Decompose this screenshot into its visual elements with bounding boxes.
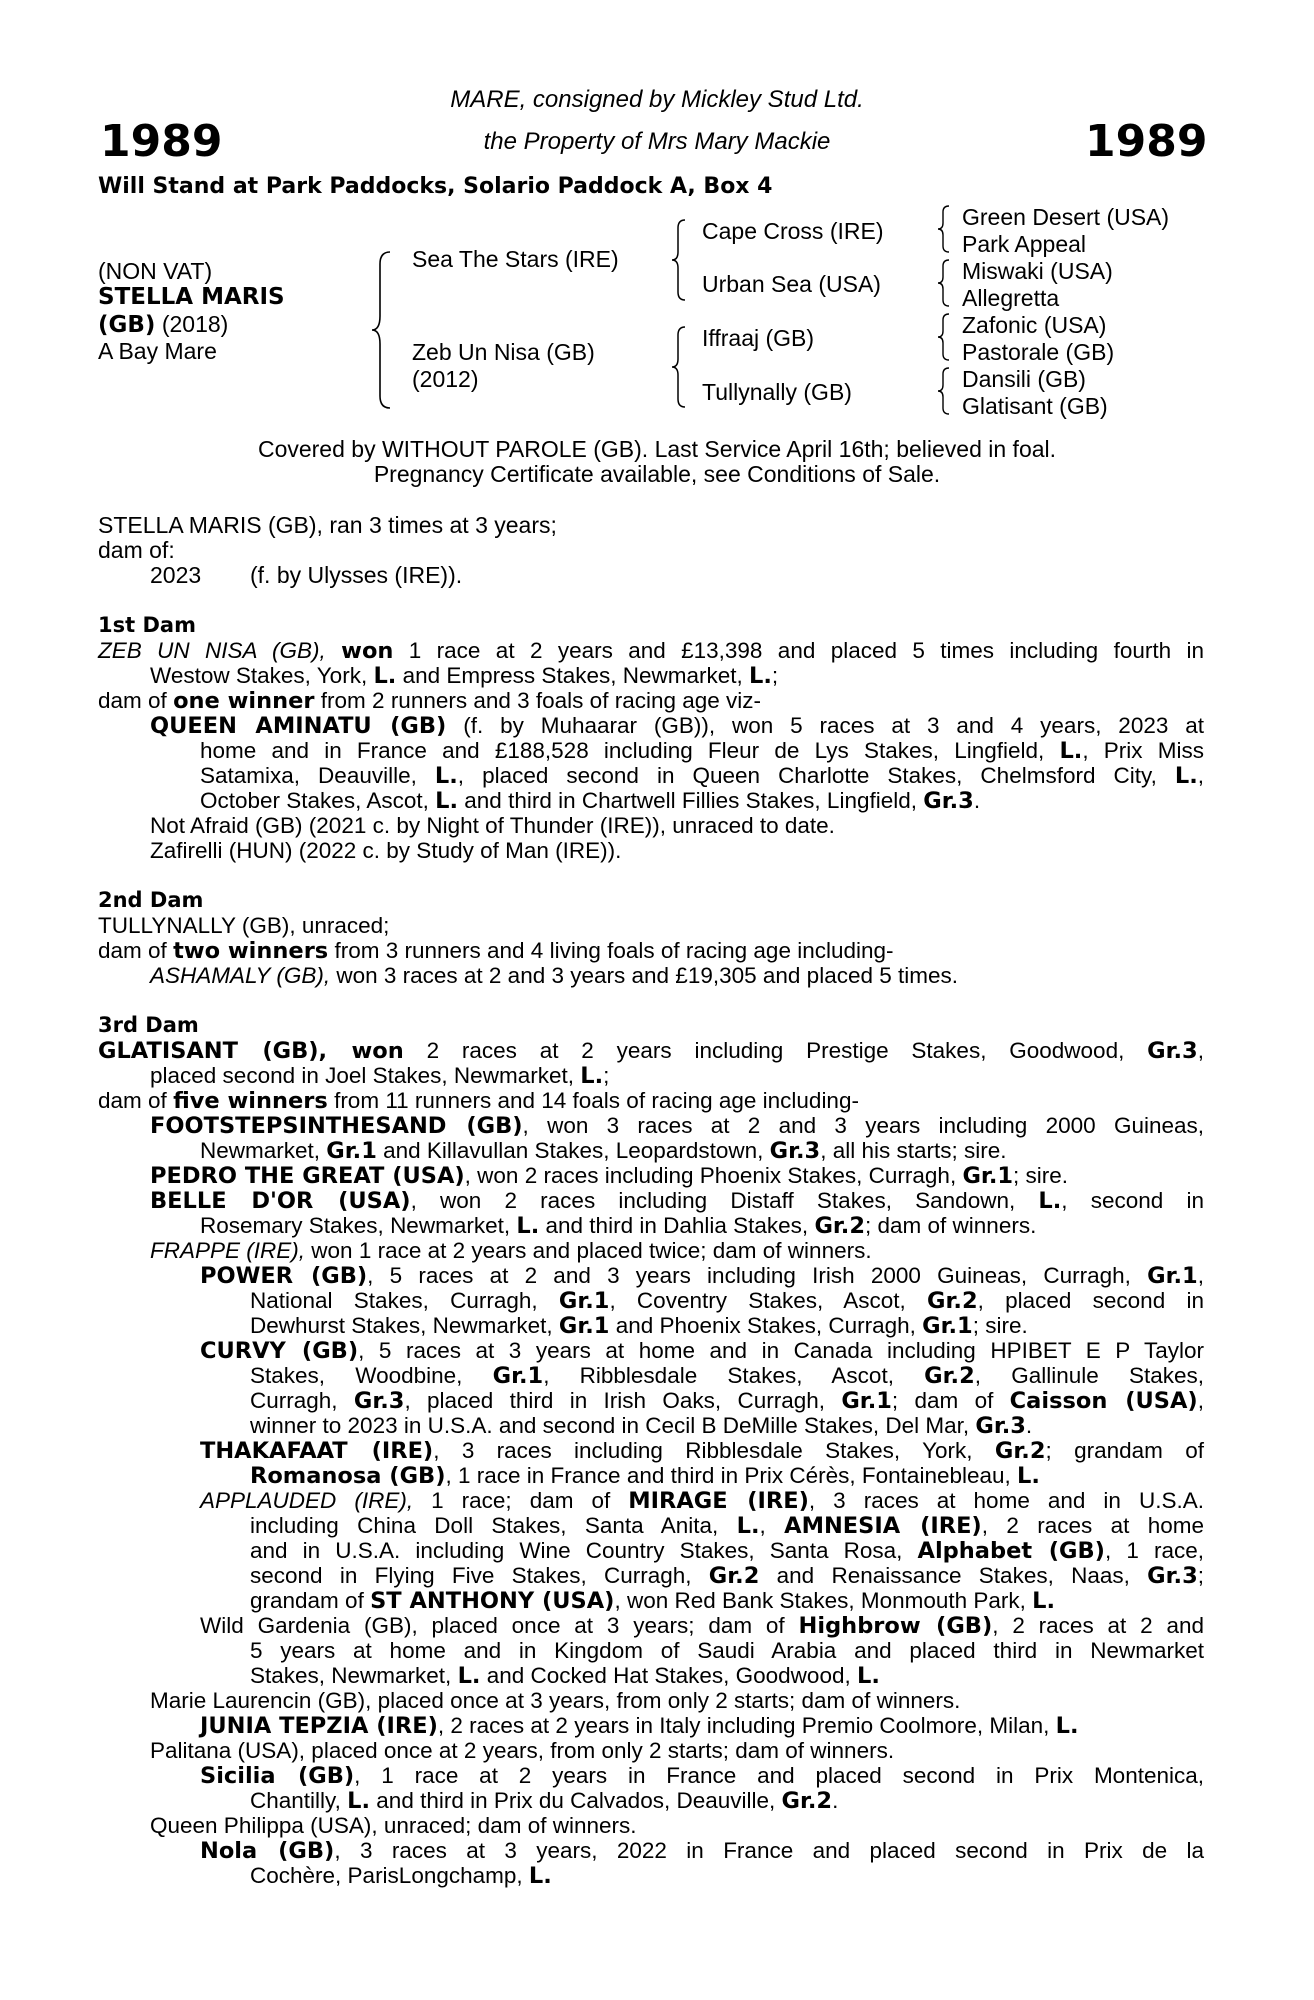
- pedigree-brace: [370, 250, 394, 410]
- text-line: [250, 1863, 552, 1889]
- covered-line-1: Covered by WITHOUT PAROLE (GB). Last Service April 16th; believed in foal.: [257, 436, 1057, 462]
- grade: Gr.3: [1147, 1563, 1198, 1589]
- text: Newmarket,: [200, 1138, 321, 1163]
- brace-2: [936, 258, 952, 308]
- dam-brace: [670, 325, 688, 409]
- text: including China Doll Stakes, Santa Anita,: [250, 1513, 719, 1538]
- grade: Gr.2: [924, 1363, 975, 1389]
- horse-name: FOOTSTEPSINTHESAND (GB): [150, 1113, 523, 1139]
- text-line: Palitana (USA), placed once at 2 years, from only 2 starts; dam of winners.: [150, 1738, 895, 1763]
- text-line: [250, 1588, 1055, 1614]
- grade: Gr.3: [769, 1138, 821, 1164]
- text: won 1 race at 2 years and placed twice; dam of winners.: [311, 1238, 872, 1263]
- grade: Gr.1: [326, 1138, 377, 1164]
- ggp-8: Glatisant (GB): [962, 393, 1108, 419]
- text-line: [150, 963, 958, 988]
- horse-ref: FRAPPE (IRE),: [150, 1238, 306, 1263]
- grade: L.: [457, 1663, 481, 1689]
- text-line: [150, 1238, 872, 1263]
- sire-sire: Cape Cross (IRE): [702, 218, 884, 244]
- sire-brace: [670, 218, 688, 302]
- text: Stakes, Woodbine,: [250, 1363, 463, 1388]
- text: and third in Dahlia Stakes,: [545, 1213, 809, 1238]
- text: dam of: [98, 1088, 167, 1113]
- grade: Gr.2: [781, 1788, 833, 1814]
- horse-name: JUNIA TEPZIA (IRE): [200, 1713, 438, 1739]
- text-line: [250, 1788, 838, 1814]
- horse-name: Alphabet (GB): [917, 1538, 1105, 1564]
- grade: L.: [1038, 1188, 1062, 1214]
- text: ,: [759, 1513, 766, 1538]
- text-line: [98, 1038, 1204, 1064]
- text: and Cocked Hat Stakes, Goodwood,: [486, 1663, 851, 1688]
- text-line: [98, 688, 761, 714]
- grade: Gr.2: [814, 1213, 865, 1239]
- text-line: [200, 1138, 1007, 1164]
- text-line: [250, 1463, 1040, 1489]
- grade: L.: [347, 1788, 371, 1814]
- grade: L.: [435, 788, 459, 814]
- lot-number-left: 1989: [100, 116, 223, 167]
- ggp-3: Miswaki (USA): [962, 258, 1113, 284]
- grade: Gr.1: [962, 1163, 1014, 1189]
- text: , placed second in Queen Charlotte Stakes, Chelmsford City,: [457, 763, 1157, 788]
- horse-name: PEDRO THE GREAT (USA): [150, 1163, 465, 1189]
- text: National Stakes, Curragh,: [250, 1288, 538, 1313]
- ggp-4: Allegretta: [962, 285, 1060, 311]
- text: ; dam of: [891, 1388, 994, 1413]
- text: , placed third in Irish Oaks, Curragh,: [404, 1388, 826, 1413]
- text: ; sire.: [972, 1313, 1028, 1338]
- text: , Ribblesdale Stakes, Ascot,: [543, 1363, 894, 1388]
- grade: L.: [1174, 763, 1198, 789]
- text: .: [1025, 1413, 1033, 1438]
- section-1st-dam: 1st Dam: [98, 613, 196, 637]
- horse-name: THAKAFAAT (IRE): [200, 1438, 434, 1464]
- text-line: [250, 1563, 1204, 1589]
- text: , 3 races at home and in U.S.A.: [808, 1488, 1204, 1513]
- text-line: [200, 1613, 1204, 1639]
- text: Satamixa, Deauville,: [200, 763, 417, 788]
- consignor-line-1: MARE, consigned by Mickley Stud Ltd.: [450, 86, 864, 113]
- text: October Stakes, Ascot,: [200, 788, 429, 813]
- text-line: Zafirelli (HUN) (2022 c. by Study of Man (IRE)).: [150, 838, 622, 863]
- text: 1 race at 2 years and £13,398 and placed 5 times including fourth in: [408, 638, 1204, 663]
- text: second in Flying Five Stakes, Curragh,: [250, 1563, 692, 1588]
- horse-name: POWER (GB): [200, 1263, 368, 1289]
- text: placed second in Joel Stakes, Newmarket,: [150, 1063, 574, 1088]
- text: and Killavullan Stakes, Leopardstown,: [383, 1138, 764, 1163]
- text-line: [250, 1538, 1204, 1564]
- text-line: [150, 1113, 1204, 1139]
- dam: Zeb Un Nisa (GB): [412, 339, 595, 365]
- text-line: [250, 1363, 1204, 1389]
- covered-line-2: Pregnancy Certificate available, see Conditions of Sale.: [373, 461, 941, 487]
- text: ;: [1197, 1563, 1204, 1588]
- grade: L.: [856, 1663, 880, 1689]
- grade: Gr.3: [353, 1388, 405, 1414]
- horse-desc: A Bay Mare: [98, 338, 217, 364]
- grade: L.: [736, 1513, 760, 1539]
- text: and third in Chartwell Fillies Stakes, Lingfield,: [464, 788, 917, 813]
- text: , 5 races at 2 and 3 years including Irish 2000 Guineas, Curragh,: [367, 1263, 1131, 1288]
- horse-name: Highbrow (GB): [798, 1613, 993, 1639]
- text: , 2 races at 2 and: [992, 1613, 1204, 1638]
- bold-word: two winners: [173, 938, 329, 964]
- horse-name: Romanosa (GB): [250, 1463, 446, 1489]
- text: , 1 race at 2 years in France and placed second in Prix Montenica,: [354, 1763, 1204, 1788]
- grade: Gr.1: [558, 1313, 610, 1339]
- text: Westow Stakes, York,: [150, 663, 368, 688]
- dam-sire: Iffraaj (GB): [702, 325, 815, 351]
- text: 2 races at 2 years including Prestige Stakes, Goodwood,: [426, 1038, 1125, 1063]
- bold-word: five winners: [173, 1088, 328, 1114]
- grade: L.: [1017, 1463, 1040, 1489]
- text-line: [250, 1513, 1204, 1539]
- text: Dewhurst Stakes, Newmarket,: [250, 1313, 553, 1338]
- horse-name: CURVY (GB): [200, 1338, 359, 1364]
- horse-name: Nola (GB): [200, 1838, 335, 1864]
- text: and Phoenix Stakes, Curragh,: [615, 1313, 916, 1338]
- grade: L.: [528, 1863, 552, 1889]
- text: , Coventry Stakes, Ascot,: [609, 1288, 906, 1313]
- text: , all his starts; sire.: [820, 1138, 1007, 1163]
- text: , placed second in: [977, 1288, 1204, 1313]
- summary-year: 2023: [150, 562, 202, 588]
- ggp-5: Zafonic (USA): [962, 312, 1107, 338]
- horse-name: Caisson (USA): [1009, 1388, 1198, 1414]
- grade: Gr.2: [927, 1288, 978, 1314]
- text: and Empress Stakes, Newmarket,: [402, 663, 743, 688]
- grade: L.: [1055, 1713, 1079, 1739]
- grade: Gr.2: [994, 1438, 1046, 1464]
- text-line: Queen Philippa (USA), unraced; dam of winners.: [150, 1813, 637, 1838]
- text: .: [832, 1788, 839, 1813]
- grade: L.: [580, 1063, 604, 1089]
- consignor-line-2: the Property of Mrs Mary Mackie: [483, 128, 831, 155]
- text: and third in Prix du Calvados, Deauville,: [376, 1788, 776, 1813]
- grade: Gr.3: [975, 1413, 1026, 1439]
- text: from 2 runners and 3 foals of racing age viz-: [320, 688, 762, 713]
- text: ,: [1197, 1388, 1204, 1413]
- sire: Sea The Stars (IRE): [412, 246, 619, 272]
- grade: L.: [1032, 1588, 1056, 1614]
- text-line: [250, 1388, 1204, 1414]
- text: Stakes, Newmarket,: [250, 1663, 452, 1688]
- horse-country: (GB): [98, 312, 156, 338]
- text-line: [200, 1213, 1036, 1239]
- horse-name: GLATISANT (GB), won: [98, 1038, 404, 1064]
- grade: Gr.1: [492, 1363, 544, 1389]
- text: and in U.S.A. including Wine Country Stakes, Santa Rosa,: [250, 1538, 903, 1563]
- text-line: [200, 1763, 1204, 1789]
- text: ,: [1197, 763, 1205, 788]
- text-line: [200, 1713, 1079, 1739]
- text-line: 5 years at home and in Kingdom of Saudi Arabia and placed third in Newmarket: [250, 1638, 1204, 1663]
- text: ;: [603, 1063, 610, 1088]
- text-line: [150, 713, 1204, 739]
- summary-foal: (f. by Ulysses (IRE)).: [250, 562, 463, 588]
- text: dam of: [98, 688, 167, 713]
- text: , won 2 races including Distaff Stakes, Sandown,: [410, 1188, 1016, 1213]
- grade: Gr.2: [708, 1563, 760, 1589]
- location-line: Will Stand at Park Paddocks, Solario Paddock A, Box 4: [98, 174, 773, 199]
- text: and Renaissance Stakes, Naas,: [776, 1563, 1130, 1588]
- text-line: [150, 1163, 1068, 1189]
- grade: L.: [373, 663, 397, 689]
- text: , 3 races including Ribblesdale Stakes, York,: [433, 1438, 973, 1463]
- horse-name: QUEEN AMINATU (GB): [150, 713, 447, 739]
- ggp-2: Park Appeal: [962, 231, 1087, 257]
- horse-name: BELLE D'OR (USA): [150, 1188, 411, 1214]
- horse-name: MIRAGE (IRE): [628, 1488, 809, 1514]
- grade: L.: [434, 763, 458, 789]
- sire-dam: Urban Sea (USA): [702, 271, 881, 297]
- dam-dam: Tullynally (GB): [702, 379, 852, 405]
- text: , won 3 races at 2 and 3 years including 2000 Guineas,: [522, 1113, 1205, 1138]
- brace-4: [936, 366, 952, 416]
- grade: L.: [1059, 738, 1083, 764]
- text: Rosemary Stakes, Newmarket,: [200, 1213, 511, 1238]
- ggp-1: Green Desert (USA): [962, 204, 1170, 230]
- text-line: [200, 1263, 1204, 1289]
- text: , second in: [1061, 1188, 1204, 1213]
- text: .: [973, 788, 981, 813]
- text: ,: [1197, 1263, 1204, 1288]
- text: from 11 runners and 14 foals of racing age including-: [334, 1088, 859, 1113]
- grade: Gr.1: [558, 1288, 610, 1314]
- summary-line-2: dam of:: [98, 537, 175, 563]
- text-line: [200, 1488, 1204, 1514]
- horse-name: ST ANTHONY (USA): [370, 1588, 615, 1614]
- text-line: [250, 1663, 880, 1689]
- text: Wild Gardenia (GB), placed once at 3 years; dam of: [200, 1613, 785, 1638]
- text: , won Red Bank Stakes, Monmouth Park,: [614, 1588, 1026, 1613]
- text-line: [200, 1338, 1204, 1364]
- text: , Gallinule Stakes,: [974, 1363, 1204, 1388]
- text: grandam of: [250, 1588, 364, 1613]
- horse-ref: ASHAMALY (GB),: [150, 963, 331, 988]
- horse-ref: ZEB UN NISA (GB),: [98, 638, 326, 663]
- summary-line-1: STELLA MARIS (GB), ran 3 times at 3 years;: [98, 512, 557, 538]
- horse-country-year: [98, 311, 228, 339]
- text: from 3 runners and 4 living foals of racing age including-: [334, 938, 894, 963]
- horse-ref: APPLAUDED (IRE),: [200, 1488, 414, 1513]
- text-line: [98, 1088, 859, 1114]
- text: won 3 races at 2 and 3 years and £19,305 and placed 5 times.: [336, 963, 959, 988]
- bold-word: one winner: [173, 688, 315, 714]
- text: home and in France and £188,528 including Fleur de Lys Stakes, Lingfield,: [200, 738, 1045, 763]
- text-line: [98, 938, 894, 964]
- text: ; dam of winners.: [865, 1213, 1037, 1238]
- text-line: [200, 788, 980, 814]
- text-line: [200, 738, 1204, 764]
- horse-year: (2018): [161, 311, 229, 337]
- horse-name: STELLA MARIS: [98, 284, 285, 310]
- text: winner to 2023 in U.S.A. and second in Cecil B DeMille Stakes, Del Mar,: [250, 1413, 970, 1438]
- text: , Prix Miss: [1082, 738, 1204, 763]
- text: Chantilly,: [250, 1788, 341, 1813]
- horse-name: Sicilia (GB): [200, 1763, 355, 1789]
- text: (f. by Muhaarar (GB)), won 5 races at 3 and 4 years, 2023 at: [463, 713, 1204, 738]
- text: , 1 race in France and third in Prix Cérès, Fontainebleau,: [445, 1463, 1011, 1488]
- text-line: [250, 1288, 1204, 1314]
- text: , won 2 races including Phoenix Stakes, Curragh,: [464, 1163, 957, 1188]
- text: ;: [771, 663, 779, 688]
- dam-year: (2012): [412, 366, 479, 392]
- grade: Gr.3: [1147, 1038, 1198, 1064]
- text: , 3 races at 3 years, 2022 in France and placed second in Prix de la: [334, 1838, 1205, 1863]
- brace-1: [936, 204, 952, 254]
- text-line: [250, 1413, 1032, 1439]
- grade: L.: [516, 1213, 540, 1239]
- text: , 2 races at 2 years in Italy including Premio Coolmore, Milan,: [437, 1713, 1050, 1738]
- text-line: [200, 1438, 1204, 1464]
- text: , 1 race,: [1104, 1538, 1204, 1563]
- text-line: [150, 1063, 609, 1089]
- text: dam of: [98, 938, 167, 963]
- bold-word: won: [341, 638, 394, 664]
- grade: L.: [749, 663, 772, 689]
- horse-vat: (NON VAT): [98, 258, 213, 284]
- text: Cochère, ParisLongchamp,: [250, 1863, 523, 1888]
- grade: Gr.1: [922, 1313, 973, 1339]
- grade: Gr.1: [841, 1388, 892, 1414]
- text: ; sire.: [1013, 1163, 1069, 1188]
- text-line: [98, 638, 1204, 664]
- text-line: Not Afraid (GB) (2021 c. by Night of Thunder (IRE)), unraced to date.: [150, 813, 835, 838]
- lot-number-right: 1989: [1085, 116, 1208, 167]
- horse-name: AMNESIA (IRE): [784, 1513, 982, 1539]
- text: , 5 races at 3 years at home and in Canada including HPIBET E P Taylor: [358, 1338, 1204, 1363]
- text-line: [150, 663, 778, 689]
- text-line: [200, 1838, 1204, 1864]
- section-3rd-dam: 3rd Dam: [98, 1013, 199, 1037]
- text: , 2 races at home: [981, 1513, 1204, 1538]
- section-2nd-dam: 2nd Dam: [98, 888, 204, 912]
- text: ; grandam of: [1045, 1438, 1204, 1463]
- brace-3: [936, 312, 952, 362]
- text: ,: [1197, 1038, 1204, 1063]
- text: 1 race; dam of: [431, 1488, 611, 1513]
- text: Curragh,: [250, 1388, 338, 1413]
- ggp-6: Pastorale (GB): [962, 339, 1115, 365]
- grade: Gr.1: [1147, 1263, 1198, 1289]
- text-line: [250, 1313, 1028, 1339]
- text-line: [200, 763, 1204, 789]
- ggp-7: Dansili (GB): [962, 366, 1086, 392]
- text-line: Marie Laurencin (GB), placed once at 3 years, from only 2 starts; dam of winners.: [150, 1688, 961, 1713]
- grade: Gr.3: [923, 788, 974, 814]
- text-line: [150, 1188, 1204, 1214]
- text-line: TULLYNALLY (GB), unraced;: [98, 913, 390, 938]
